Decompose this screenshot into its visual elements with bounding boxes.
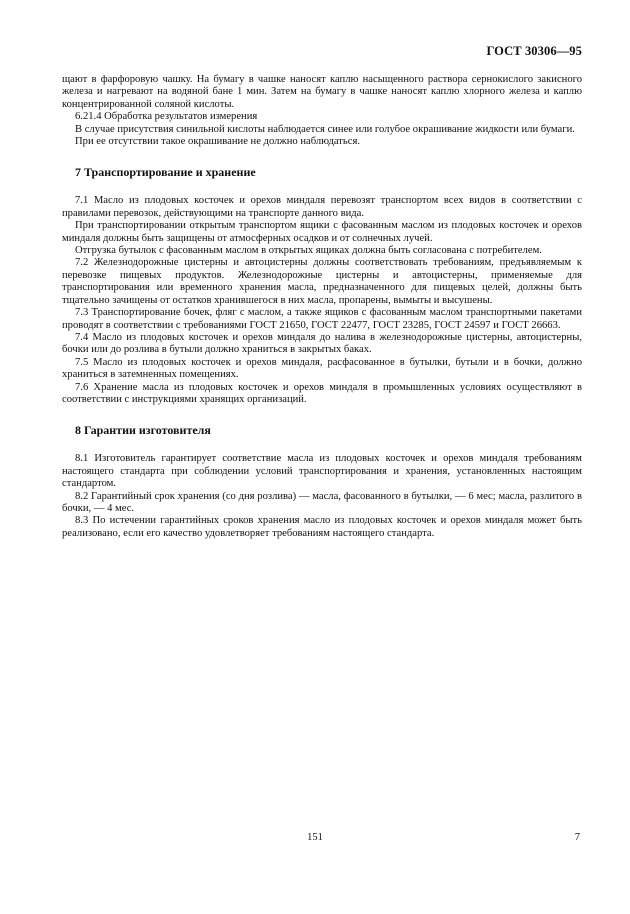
section-7-paragraph: Отгрузка бутылок с фасованным маслом в открытых ящиках должна быть согласована с потребителем. — [75, 245, 542, 257]
intro-paragraph: При ее отсутствии такое окрашивание не должно наблюдаться. — [75, 136, 360, 148]
page-content — [62, 74, 582, 540]
subsection-title: 6.21.4 Обработка результатов измерения — [75, 111, 258, 123]
footer-sheet-number: 151 — [307, 832, 323, 843]
section-7-heading: 7 Транспортирование и хранение — [75, 165, 256, 180]
section-8-heading: 8 Гарантии изготовителя — [75, 423, 211, 438]
section-7-paragraph: 7.2 Железнодорожные цистерны и автоцистерны должны соответствовать требованиям, предъявляемым к перевозке пищевых продуктов. Железнодорожные цистерны и автоцистерны, применяемые для транспортирования или временного хранения масла, предназначенного для пищевых целей, должны быть тщательно зачищены от остатков хранившегося в них масла, пропарены, вымыты и высушены. — [62, 257, 582, 306]
section-7-paragraph: 7.1 Масло из плодовых косточек и орехов миндаля перевозят транспортом всех видов в соответствии с правилами перевозок, действующими на транспорте данного вида. — [62, 195, 582, 219]
section-7-paragraph: При транспортировании открытым транспортом ящики с фасованным маслом из плодовых косточек и орехов миндаля должны быть защищены от атмосферных осадков и от солнечных лучей. — [62, 220, 582, 244]
standard-header: ГОСТ 30306—95 — [486, 44, 582, 58]
section-7-paragraph: 7.5 Масло из плодовых косточек и орехов миндаля, расфасованное в бутылки, бутыли и в бочки, должно храниться в затемненных помещениях. — [62, 356, 582, 381]
section-7-paragraph: 7.4 Масло из плодовых косточек и орехов миндаля до налива в железнодорожные цистерны, автоцистерны, бочки или до розлива в бутыли должно храниться в закрытых баках. — [62, 331, 582, 356]
section-8-paragraph: 8.1 Изготовитель гарантирует соответствие масла из плодовых косточек и орехов миндаля требованиям настоящего стандарта при соблюдении условий транспортирования и хранения, установленных настоящим стандартом. — [62, 453, 582, 490]
section-7-paragraph: 7.6 Хранение масла из плодовых косточек и орехов миндаля в промышленных условиях осуществляют в соответствии с инструкциями хранящих организаций. — [62, 381, 582, 405]
section-8-paragraph: 8.3 По истечении гарантийных сроков хранения масло из плодовых косточек и орехов миндаля может быть реализовано, если его качество удовлетворяет требованиям настоящего стандарта. — [62, 515, 582, 539]
intro-paragraph: щают в фарфоровую чашку. На бумагу в чашке наносят каплю насыщенного раствора сернокислого закисного железа и нагревают на водяной бане 1 мин. Затем на бумагу в чашке наносят каплю хлорного железа и каплю концентрированной соляной кислоты. — [62, 74, 582, 110]
section-7-paragraph: 7.3 Транспортирование бочек, фляг с маслом, а также ящиков с фасованным маслом транспортными пакетами проводят в соответствии с требованиями ГОСТ 21650, ГОСТ 22477, ГОСТ 23285, ГОСТ 24597 и ГОСТ 26663. — [62, 307, 582, 331]
page-number: 7 — [574, 832, 580, 843]
intro-paragraph: В случае присутствия синильной кислоты наблюдается синее или голубое окрашивание жидкости или бумаги. — [75, 123, 575, 135]
section-8-paragraph: 8.2 Гарантийный срок хранения (со дня розлива) — масла, фасованного в бутылки, — 6 мес; масла, разлитого в бочки, — 4 мес. — [62, 490, 582, 514]
